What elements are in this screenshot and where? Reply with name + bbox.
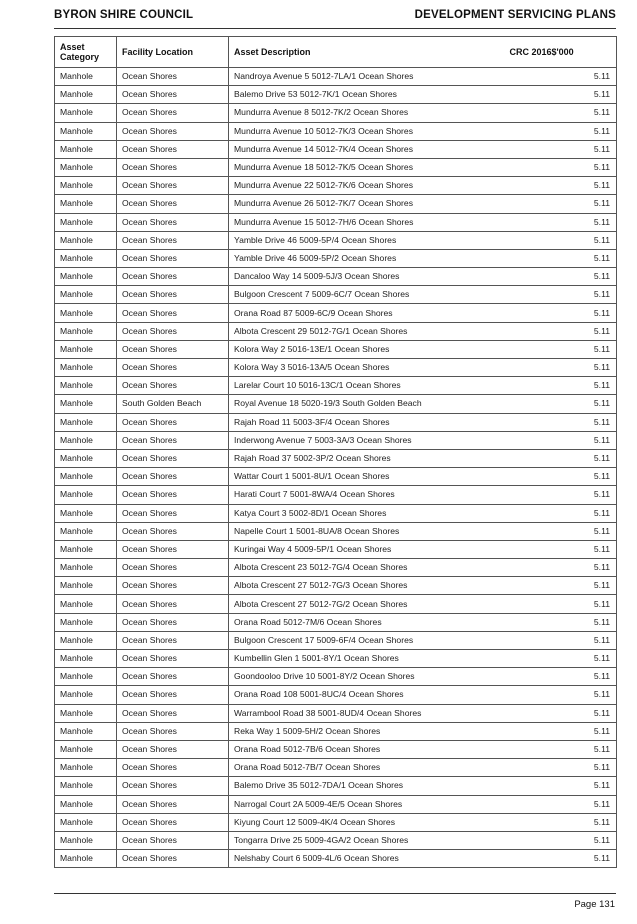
cell-asset-description: Dancaloo Way 14 5009-5J/3 Ocean Shores [229,268,502,286]
table-row [55,177,617,195]
table-row [55,577,617,595]
table-row [55,704,617,722]
cell-asset-category: Manhole [55,359,117,377]
cell-asset-description: Yamble Drive 46 5009-5P/2 Ocean Shores [229,249,502,267]
cell-asset-description: Rajah Road 11 5003-3F/4 Ocean Shores [229,413,502,431]
cell-asset-description: Mundurra Avenue 14 5012-7K/4 Ocean Shores [229,140,502,158]
table-row [55,413,617,431]
cell-asset-category: Manhole [55,795,117,813]
cell-asset-description: Larelar Court 10 5016-13C/1 Ocean Shores [229,377,502,395]
cell-facility-location: Ocean Shores [117,158,229,176]
cell-asset-category: Manhole [55,286,117,304]
cell-crc: 5.11 [502,686,617,704]
cell-crc: 5.11 [502,486,617,504]
cell-asset-description: Albota Crescent 27 5012-7G/3 Ocean Shores [229,577,502,595]
council-name: BYRON SHIRE COUNCIL [54,9,194,21]
cell-asset-category: Manhole [55,850,117,868]
table-row [55,613,617,631]
table-row [55,140,617,158]
header-divider [54,28,616,29]
table-row [55,449,617,467]
cell-crc: 5.11 [502,195,617,213]
table-row [55,795,617,813]
cell-facility-location: Ocean Shores [117,122,229,140]
cell-asset-category: Manhole [55,522,117,540]
cell-facility-location: Ocean Shores [117,504,229,522]
cell-facility-location: Ocean Shores [117,577,229,595]
cell-asset-description: Albota Crescent 23 5012-7G/4 Ocean Shores [229,559,502,577]
cell-facility-location: Ocean Shores [117,486,229,504]
cell-asset-category: Manhole [55,777,117,795]
cell-crc: 5.11 [502,104,617,122]
cell-crc: 5.11 [502,340,617,358]
cell-facility-location: Ocean Shores [117,86,229,104]
cell-asset-category: Manhole [55,668,117,686]
table-row [55,304,617,322]
cell-asset-category: Manhole [55,122,117,140]
cell-crc: 5.11 [502,377,617,395]
asset-table [54,36,617,868]
cell-crc: 5.11 [502,522,617,540]
cell-asset-description: Mundurra Avenue 22 5012-7K/6 Ocean Shores [229,177,502,195]
cell-crc: 5.11 [502,577,617,595]
cell-crc: 5.11 [502,740,617,758]
table-row [55,759,617,777]
table-row [55,813,617,831]
cell-facility-location: South Golden Beach [117,395,229,413]
cell-crc: 5.11 [502,613,617,631]
cell-asset-category: Manhole [55,650,117,668]
cell-asset-description: Napelle Court 1 5001-8UA/8 Ocean Shores [229,522,502,540]
cell-crc: 5.11 [502,140,617,158]
cell-crc: 5.11 [502,722,617,740]
cell-crc: 5.11 [502,68,617,86]
cell-crc: 5.11 [502,813,617,831]
cell-asset-category: Manhole [55,595,117,613]
cell-asset-description: Wattar Court 1 5001-8U/1 Ocean Shores [229,468,502,486]
cell-facility-location: Ocean Shores [117,68,229,86]
cell-asset-description: Kolora Way 2 5016-13E/1 Ocean Shores [229,340,502,358]
cell-asset-description: Warrambool Road 38 5001-8UD/4 Ocean Shores [229,704,502,722]
cell-asset-category: Manhole [55,195,117,213]
cell-crc: 5.11 [502,177,617,195]
table-row [55,377,617,395]
table-row [55,668,617,686]
column-header-crc: CRC 2016$'000 [502,37,617,68]
cell-facility-location: Ocean Shores [117,413,229,431]
cell-crc: 5.11 [502,650,617,668]
cell-asset-category: Manhole [55,395,117,413]
cell-asset-category: Manhole [55,449,117,467]
table-row [55,68,617,86]
table-row [55,268,617,286]
cell-crc: 5.11 [502,704,617,722]
cell-asset-description: Mundurra Avenue 8 5012-7K/2 Ocean Shores [229,104,502,122]
cell-asset-category: Manhole [55,158,117,176]
cell-asset-category: Manhole [55,86,117,104]
cell-asset-category: Manhole [55,340,117,358]
cell-facility-location: Ocean Shores [117,777,229,795]
cell-asset-category: Manhole [55,413,117,431]
cell-asset-description: Rajah Road 37 5002-3P/2 Ocean Shores [229,449,502,467]
cell-asset-description: Tongarra Drive 25 5009-4GA/2 Ocean Shores [229,831,502,849]
cell-facility-location: Ocean Shores [117,468,229,486]
table-row [55,158,617,176]
cell-facility-location: Ocean Shores [117,668,229,686]
cell-asset-category: Manhole [55,577,117,595]
cell-asset-category: Manhole [55,231,117,249]
cell-asset-description: Orana Road 5012-7B/7 Ocean Shores [229,759,502,777]
table-row [55,213,617,231]
cell-crc: 5.11 [502,540,617,558]
cell-facility-location: Ocean Shores [117,759,229,777]
table-row [55,322,617,340]
cell-facility-location: Ocean Shores [117,559,229,577]
column-header-asset-category [55,37,117,68]
cell-crc: 5.11 [502,759,617,777]
cell-facility-location: Ocean Shores [117,249,229,267]
cell-asset-category: Manhole [55,504,117,522]
table-row [55,431,617,449]
cell-facility-location: Ocean Shores [117,850,229,868]
cell-facility-location: Ocean Shores [117,268,229,286]
cell-asset-description: Nelshaby Court 6 5009-4L/6 Ocean Shores [229,850,502,868]
cell-asset-description: Kiyung Court 12 5009-4K/4 Ocean Shores [229,813,502,831]
cell-asset-description: Inderwong Avenue 7 5003-3A/3 Ocean Shores [229,431,502,449]
cell-crc: 5.11 [502,231,617,249]
cell-crc: 5.11 [502,413,617,431]
cell-asset-category: Manhole [55,268,117,286]
cell-facility-location: Ocean Shores [117,613,229,631]
cell-crc: 5.11 [502,395,617,413]
table-row [55,122,617,140]
cell-facility-location: Ocean Shores [117,522,229,540]
cell-facility-location: Ocean Shores [117,377,229,395]
table-row [55,504,617,522]
cell-crc: 5.11 [502,268,617,286]
cell-asset-description: Reka Way 1 5009-5H/2 Ocean Shores [229,722,502,740]
page-header [54,9,616,29]
cell-crc: 5.11 [502,431,617,449]
table-row [55,740,617,758]
cell-facility-location: Ocean Shores [117,431,229,449]
table-row [55,340,617,358]
cell-asset-category: Manhole [55,686,117,704]
table-row [55,104,617,122]
cell-asset-description: Mundurra Avenue 18 5012-7K/5 Ocean Shores [229,158,502,176]
cell-facility-location: Ocean Shores [117,740,229,758]
cell-asset-description: Katya Court 3 5002-8D/1 Ocean Shores [229,504,502,522]
cell-asset-description: Mundurra Avenue 10 5012-7K/3 Ocean Shores [229,122,502,140]
table-row [55,777,617,795]
table-row [55,595,617,613]
table-row [55,249,617,267]
cell-crc: 5.11 [502,631,617,649]
cell-asset-category: Manhole [55,104,117,122]
table-row [55,831,617,849]
cell-asset-description: Yamble Drive 46 5009-5P/4 Ocean Shores [229,231,502,249]
cell-facility-location: Ocean Shores [117,595,229,613]
cell-asset-description: Bulgoon Crescent 17 5009-6F/4 Ocean Shores [229,631,502,649]
cell-facility-location: Ocean Shores [117,631,229,649]
table-row [55,686,617,704]
cell-facility-location: Ocean Shores [117,322,229,340]
cell-asset-category: Manhole [55,813,117,831]
cell-crc: 5.11 [502,831,617,849]
cell-facility-location: Ocean Shores [117,686,229,704]
cell-crc: 5.11 [502,595,617,613]
cell-facility-location: Ocean Shores [117,650,229,668]
cell-facility-location: Ocean Shores [117,831,229,849]
table-row [55,522,617,540]
table-row [55,195,617,213]
cell-asset-description: Kuringai Way 4 5009-5P/1 Ocean Shores [229,540,502,558]
column-header-asset-description: Asset Description [229,37,502,68]
cell-facility-location: Ocean Shores [117,177,229,195]
cell-crc: 5.11 [502,122,617,140]
cell-asset-category: Manhole [55,68,117,86]
cell-crc: 5.11 [502,777,617,795]
cell-crc: 5.11 [502,504,617,522]
cell-facility-location: Ocean Shores [117,340,229,358]
cell-asset-category: Manhole [55,468,117,486]
cell-facility-location: Ocean Shores [117,104,229,122]
cell-crc: 5.11 [502,359,617,377]
table-row [55,850,617,868]
cell-facility-location: Ocean Shores [117,304,229,322]
cell-asset-description: Mundurra Avenue 15 5012-7H/6 Ocean Shores [229,213,502,231]
cell-asset-description: Albota Crescent 29 5012-7G/1 Ocean Shores [229,322,502,340]
cell-crc: 5.11 [502,213,617,231]
cell-crc: 5.11 [502,449,617,467]
cell-asset-description: Balemo Drive 35 5012-7DA/1 Ocean Shores [229,777,502,795]
cell-facility-location: Ocean Shores [117,813,229,831]
cell-asset-description: Orana Road 5012-7M/6 Ocean Shores [229,613,502,631]
cell-asset-category: Manhole [55,486,117,504]
cell-asset-category: Manhole [55,722,117,740]
table-row [55,468,617,486]
cell-asset-category: Manhole [55,140,117,158]
cell-asset-category: Manhole [55,831,117,849]
cell-asset-description: Kumbellin Glen 1 5001-8Y/1 Ocean Shores [229,650,502,668]
cell-asset-description: Balemo Drive 53 5012-7K/1 Ocean Shores [229,86,502,104]
cell-crc: 5.11 [502,286,617,304]
cell-crc: 5.11 [502,158,617,176]
cell-facility-location: Ocean Shores [117,795,229,813]
cell-asset-category: Manhole [55,377,117,395]
cell-asset-category: Manhole [55,213,117,231]
cell-facility-location: Ocean Shores [117,195,229,213]
table-row [55,86,617,104]
cell-asset-category: Manhole [55,613,117,631]
cell-asset-category: Manhole [55,431,117,449]
cell-asset-description: Orana Road 87 5009-6C/9 Ocean Shores [229,304,502,322]
table-row [55,395,617,413]
table-header-row [55,37,617,68]
cell-crc: 5.11 [502,322,617,340]
page-number: Page 131 [574,899,615,910]
asset-category-line1: Asset [60,42,85,52]
cell-crc: 5.11 [502,850,617,868]
cell-facility-location: Ocean Shores [117,213,229,231]
cell-crc: 5.11 [502,559,617,577]
cell-asset-category: Manhole [55,322,117,340]
table-row [55,540,617,558]
cell-asset-description: Orana Road 108 5001-8UC/4 Ocean Shores [229,686,502,704]
cell-asset-description: Goondooloo Drive 10 5001-8Y/2 Ocean Shores [229,668,502,686]
cell-asset-description: Kolora Way 3 5016-13A/5 Ocean Shores [229,359,502,377]
cell-asset-category: Manhole [55,631,117,649]
table-row [55,650,617,668]
cell-facility-location: Ocean Shores [117,140,229,158]
cell-facility-location: Ocean Shores [117,722,229,740]
cell-asset-category: Manhole [55,559,117,577]
cell-crc: 5.11 [502,795,617,813]
cell-facility-location: Ocean Shores [117,449,229,467]
cell-asset-category: Manhole [55,759,117,777]
cell-facility-location: Ocean Shores [117,286,229,304]
cell-asset-category: Manhole [55,249,117,267]
table-row [55,559,617,577]
table-row [55,359,617,377]
cell-asset-description: Orana Road 5012-7B/6 Ocean Shores [229,740,502,758]
cell-asset-description: Narrogal Court 2A 5009-4E/5 Ocean Shores [229,795,502,813]
asset-category-line2: Category [60,52,100,62]
cell-asset-category: Manhole [55,540,117,558]
table-row [55,631,617,649]
cell-asset-description: Albota Crescent 27 5012-7G/2 Ocean Shores [229,595,502,613]
footer-divider [54,893,616,894]
cell-facility-location: Ocean Shores [117,540,229,558]
cell-crc: 5.11 [502,304,617,322]
cell-facility-location: Ocean Shores [117,704,229,722]
document-title: DEVELOPMENT SERVICING PLANS [414,9,616,21]
cell-asset-description: Bulgoon Crescent 7 5009-6C/7 Ocean Shores [229,286,502,304]
cell-crc: 5.11 [502,86,617,104]
cell-asset-category: Manhole [55,304,117,322]
column-header-facility-location: Facility Location [117,37,229,68]
cell-asset-category: Manhole [55,177,117,195]
table-row [55,722,617,740]
cell-asset-description: Harati Court 7 5001-8WA/4 Ocean Shores [229,486,502,504]
cell-asset-category: Manhole [55,740,117,758]
cell-asset-description: Nandroya Avenue 5 5012-7LA/1 Ocean Shores [229,68,502,86]
cell-facility-location: Ocean Shores [117,359,229,377]
table-row [55,286,617,304]
cell-asset-category: Manhole [55,704,117,722]
table-row [55,486,617,504]
cell-crc: 5.11 [502,468,617,486]
cell-asset-description: Mundurra Avenue 26 5012-7K/7 Ocean Shores [229,195,502,213]
cell-crc: 5.11 [502,249,617,267]
cell-asset-description: Royal Avenue 18 5020-19/3 South Golden Beach [229,395,502,413]
cell-crc: 5.11 [502,668,617,686]
table-row [55,231,617,249]
cell-facility-location: Ocean Shores [117,231,229,249]
